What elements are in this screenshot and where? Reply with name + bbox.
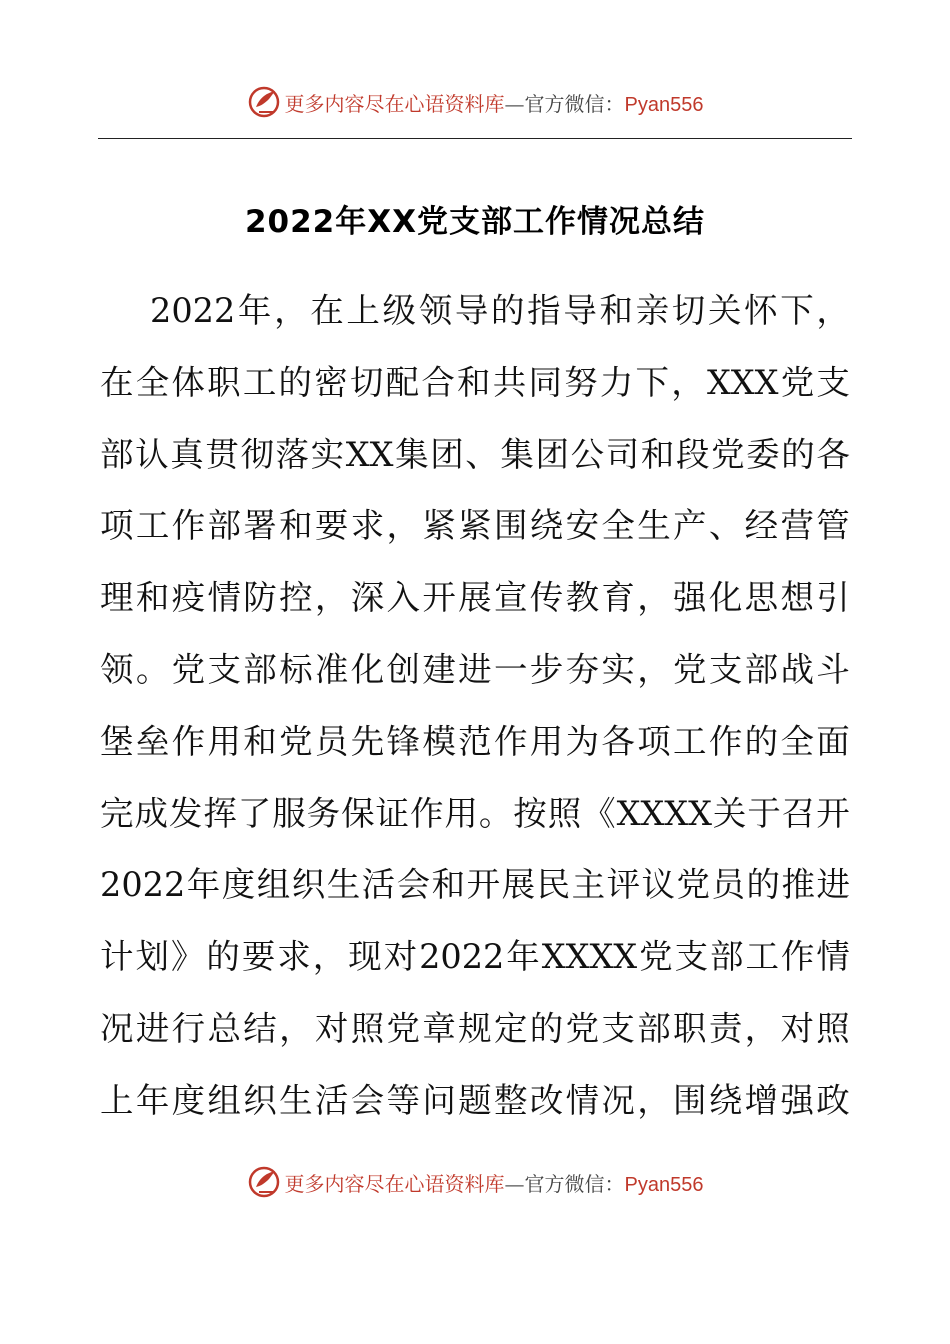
brand-wechat-id: Pyan556 (624, 93, 704, 116)
brand-wechat-id: Pyan556 (624, 1173, 704, 1196)
header-watermark (0, 82, 950, 122)
paragraph-line: 堡 垒 作 用 和 党 员 先 锋 模 范 作 用 为 各 项 工 作 的 全 面 (100, 721, 850, 761)
paragraph-line: 2022 年 度 组 织 生 活 会 和 开 展 民 主 评 议 党 员 的 推 进 (100, 865, 850, 905)
brand-separator: — (504, 1171, 525, 1196)
paragraph-line: 在 全 体 职 工 的 密 切 配 合 和 共 同 努 力 下 ， XXX 党 支 (100, 362, 850, 402)
brand-wechat-label: 官方微信： (524, 1171, 625, 1196)
paragraph-line: 理 和 疫 情 防 控 ， 深 入 开 展 宣 传 教 育 ， 强 化 思 想 引 (100, 578, 850, 618)
paragraph-line: 计 划 》 的 要 求 ， 现 对 2022 年 XXXX 党 支 部 工 作 情 (100, 937, 850, 977)
paragraph-line: 部 认 真 贯 彻 落 实 XX 集 团 、 集 团 公 司 和 段 党 委 的 各 (100, 434, 850, 474)
footer-watermark (0, 1162, 950, 1202)
brand-logo-icon (247, 1165, 281, 1199)
header-watermark-text (285, 88, 704, 117)
header-divider (98, 138, 852, 139)
brand-main-text: 更多内容尽在心语资料库 (284, 1171, 505, 1196)
brand-wechat-label: 官方微信： (524, 91, 625, 116)
brand-separator: — (504, 91, 525, 116)
paragraph-line: 2022 年 ， 在 上 级 领 导 的 指 导 和 亲 切 关 怀 下 ， (150, 291, 850, 330)
paragraph-line: 领 。 党 支 部 标 准 化 创 建 进 一 步 夯 实 ， 党 支 部 战 斗 (100, 650, 850, 689)
document-title: 2022年XX党支部工作情况总结 (244, 204, 706, 240)
paragraph-line: 上 年 度 组 织 生 活 会 等 问 题 整 改 情 况 ， 围 绕 增 强 政 (100, 1080, 850, 1120)
paragraph-line: 项 工 作 部 署 和 要 求 ， 紧 紧 围 绕 安 全 生 产 、 经 营 管 (100, 506, 850, 546)
brand-main-text: 更多内容尽在心语资料库 (284, 91, 505, 116)
paragraph-line: 况 进 行 总 结 ， 对 照 党 章 规 定 的 党 支 部 职 责 ， 对 照 (100, 1009, 850, 1048)
paragraph-line: 完 成 发 挥 了 服 务 保 证 作 用 。 按 照 《 XXXX 关 于 召 开 (100, 793, 850, 833)
footer-watermark-text (285, 1168, 704, 1197)
brand-logo-icon (247, 85, 281, 119)
